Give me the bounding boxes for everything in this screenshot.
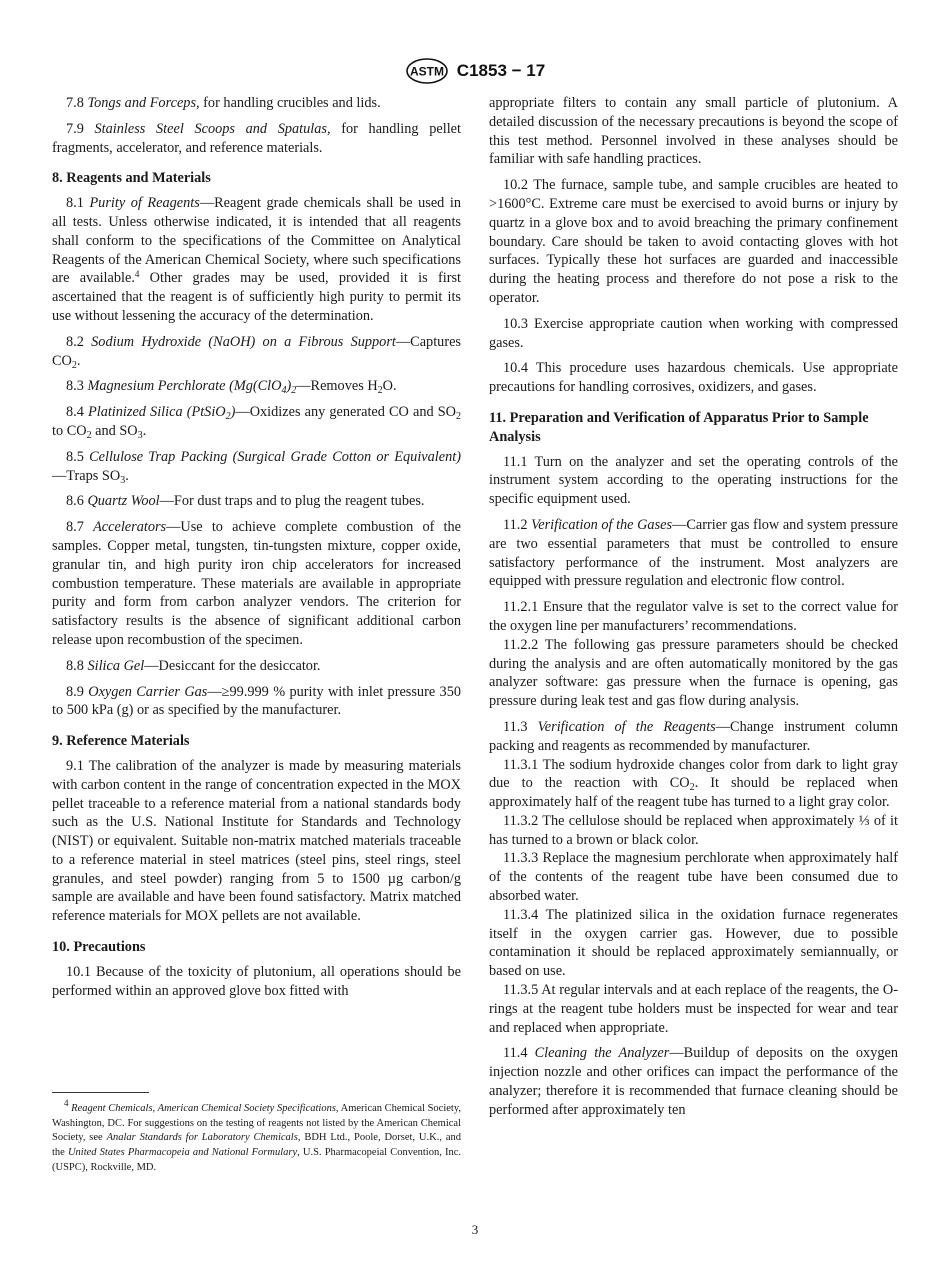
left-column [52, 94, 461, 1000]
para-8-2: 8.2 Sodium Hydroxide (NaOH) on a Fibrous Support—Captures $CO_2$. [52, 333, 461, 371]
para-8-3: 8.3 Magnesium Perchlorate ($Mg(ClO_4)_2—Removes$ $H_2O$. [66, 378, 397, 397]
para-10-1-cont: appropriate filters to contain any small particle of plutonium. A detailed discussion of the necessary precautions is beyond the scope of this test method. Personnel involved in these analyses should be familiar with safe handling practices. [489, 95, 898, 168]
right-column [489, 94, 898, 1127]
page-number: 3 [471, 1222, 479, 1237]
logo-text: ASTM [409, 64, 444, 79]
heading-precautions: 10. Precautions [52, 939, 146, 956]
para-10-2: 10.2 The furnace, sample tube, and sample crucibles are heated to >1600°C. Extreme care must be exercised to avoid burns or injury by quartz in a glove box and to avoid breaching the primary confinement boundary. Care should be taken to avoid contacting gloves with hot surfaces. Typically these hot surfaces are guarded and inaccessible during the heating process and therefore do not pose a risk to the operator. [489, 177, 898, 306]
para-8-9: 8.9 Oxygen Carrier Gas—≥99.999 % purity with inlet pressure 350 to 500 kPa (g) or as specified by the manufacturer. [52, 683, 461, 719]
para-10-3: 10.3 Exercise appropriate caution when working with compressed gases. [489, 315, 898, 351]
para-11-3: 11.3 Verification of the Reagents—Change instrument column packing and reagents as recommended by manufacturer. [489, 718, 898, 754]
para-11-2: 11.2 Verification of the Gases—Carrier gas flow and system pressure are two essential parameters that must be controlled to ensure satisfactory performance of the instrument. Most analyzers are equipped with pressure regulation and electronic flow control. [489, 516, 898, 590]
para-9-1: 9.1 The calibration of the analyzer is made by measuring materials with carbon content in the range of concentration expected in the MOX pellet traceable to a reference material from a national standards body such as the U.S. National Institute for Standards and Technology (NIST) or equivalent. Suitable non-matrix matched materials traceable to a reference material in steel matrices (steel pins, steel rings, steel granules, and steel powder) ranging from 5 to 1500 µg carbon/g sample are available and have been found satisfactory. Matrix matched reference materials for MOX pellets are not available. [52, 757, 461, 925]
para-8-1: 8.1 Purity of Reagents—Reagent grade chemicals shall be used in all tests. Unless otherwise indicated, it is intended that all reagents shall conform to the specifications of the Committee on Analytical Reagents of the American Chemical Society, where such specifications are available.$^4$ Other grades may be used, provided it is first ascertained that the reagent is of sufficiently high purity to permit its use without lessening the accuracy of the determination. [52, 195, 461, 324]
para-7-8: 7.8 Tongs and Forceps, for handling crucibles and lids. [66, 95, 381, 111]
para-8-4: 8.4 Platinized Silica (PtSiO$_2$)—Oxidizes any generated CO and $SO_2$ to $CO_2$ and $SO_3$. [52, 404, 461, 441]
footnote-ref: 4 [134, 269, 140, 280]
para-11-3-1: 11.3.1 The sodium hydroxide changes color from dark to light gray due to the reaction with $CO_2$. It should be replaced when approximately half of the reagent tube has turned to a light gray color. [489, 756, 899, 811]
para-8-5: 8.5 Cellulose Trap Packing (Surgical Grade Cotton or Equivalent)—Traps $SO_3$. [52, 448, 461, 486]
para-11-4: 11.4 Cleaning the Analyzer—Buildup of deposits on the oxygen injection nozzle and other orifices can impact the performance of the analyzer; therefore it is recommended that furnace cleaning should be performed after approximately ten [489, 1045, 898, 1118]
para-11-3-3: 11.3.3 Replace the magnesium perchlorate when approximately half of the contents of the reagent tube have been consumed due to absorbed water. [489, 850, 898, 905]
para-8-7: 8.7 Accelerators—Use to achieve complete combustion of the samples. Copper metal, tungsten, tin-tungsten mixture, copper oxide, granular tin, and high purity iron chip accelerators for increased combustion temperature. These materials are available in appropriate purity and form from carbon analyzer vendors. The criterion for satisfactory results is the absence of significant additional carbon release upon recombustion of the specimen. [52, 519, 461, 648]
para-10-4: 10.4 This procedure uses hazardous chemicals. Use appropriate precautions for handling corrosives, oxidizers, and gases. [489, 360, 898, 396]
para-11-3-5: 11.3.5 At regular intervals and at each replace of the reagents, the O-rings at the reagent tube holders must be inspected for wear and tear and replaced when appropriate. [489, 982, 898, 1036]
para-11-1: 11.1 Turn on the analyzer and set the operating controls of the instrument system according to the operating instructions for the specific equipment used. [489, 453, 898, 508]
para-11-3-2: 11.3.2 The cellulose should be replaced when approximately ⅓ of it has turned to a brown or black color. [489, 812, 898, 848]
para-8-8: 8.8 Silica Gel—Desiccant for the desiccator. [66, 657, 321, 674]
heading-preparation-verification: 11. Preparation and Verification of Apparatus Prior to Sample Analysis [489, 409, 869, 445]
footnote-4: $^4$ Reagent Chemicals, American Chemical Society Specifications, American Chemical Society, Washington, DC. For suggestions on the testing of reagents not listed by the American Chemical Society, see Analar Standards for Laboratory Chemicals, BDH Ltd., Poole, Dorset, U.K., and the United States Pharmacopeia and National Formulary, U.S. Pharmacopeial Convention, Inc. (USPC), Rockville, MD. [52, 1098, 462, 1173]
page-header [0, 58, 950, 84]
para-10-1-start: 10.1 Because of the toxicity of plutonium, all operations should be performed within an approved glove box fitted with [52, 963, 462, 999]
astm-logo-icon [405, 58, 449, 84]
para-11-2-2: 11.2.2 The following gas pressure parameters should be checked during the analysis and are often automatically monitored by the gas analyzer software: gas pressure when the furnace is opening, gas pressure during leak test and gas flow during analysis. [489, 636, 898, 710]
heading-reagents-materials: 8. Reagents and Materials [52, 170, 211, 187]
document-code: C1853 − 17 [456, 61, 546, 80]
para-7-9: 7.9 Stainless Steel Scoops and Spatulas, for handling pellet fragments, accelerator, and reference materials. [52, 120, 461, 156]
footnote-rule [52, 1092, 149, 1093]
para-11-2-1: 11.2.1 Ensure that the regulator valve is set to the correct value for the oxygen line per manufacturers’ recommendations. [489, 599, 898, 634]
heading-reference-materials: 9. Reference Materials [52, 733, 190, 750]
para-8-6: 8.6 Quartz Wool—For dust traps and to plug the reagent tubes. [66, 493, 425, 510]
para-11-3-4: 11.3.4 The platinized silica in the oxidation furnace regenerates itself in the oxygen carrier gas. However, due to possible contamination it should be replaced approximately semiannually, or based on use. [489, 906, 898, 980]
